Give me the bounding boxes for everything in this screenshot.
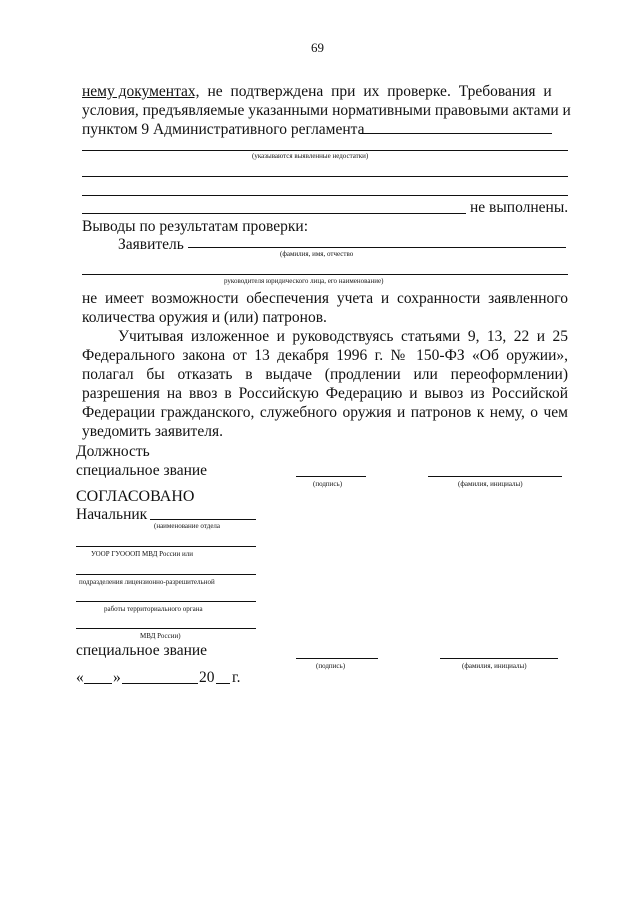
applicant-fill-line [188, 247, 566, 248]
shortcomings-line-1 [82, 150, 568, 151]
para-b-line-1: Учитывая изложенное и руководствуясь статьями 9, 13, 22 и 25 [118, 328, 568, 345]
unit-line-1 [76, 546, 256, 547]
signature-caption-2: (подпись) [316, 662, 346, 670]
body-line-1 [82, 82, 568, 101]
body-line-3: пунктом 9 Административного регламента [82, 121, 365, 138]
unit-line-4 [76, 628, 256, 629]
chief-label: Начальник [76, 506, 148, 523]
approval-title: СОГЛАСОВАНО [76, 488, 195, 505]
signature-line-2 [296, 658, 378, 659]
name-caption-1: (фамилия, инициалы) [458, 480, 523, 488]
date-month-line [122, 683, 198, 684]
body-line-1-underlined: нему документах, [82, 83, 200, 100]
unit-caption-3: работы территориального органа [104, 605, 203, 613]
not-fulfilled-text: не выполнены. [470, 199, 569, 216]
unit-line-3 [76, 601, 256, 602]
chief-fill-line [150, 519, 256, 520]
unit-caption-4: МВД России) [140, 632, 181, 640]
head-caption: руководителя юридического лица, его наименование) [224, 277, 384, 285]
unit-caption-1: УООР ГУОООП МВД России или [91, 550, 193, 558]
para-b-line-4: разрешения на ввоз в Российскую Федерацию и вывоз из Российской [82, 385, 568, 402]
body-line-2: условия, предъявляемые указанными нормативными правовыми актами и [82, 102, 571, 119]
applicant-label: Заявитель [118, 236, 184, 253]
shortcomings-line-3 [82, 195, 568, 196]
regulation-fill-line [360, 133, 552, 134]
conclusions-title: Выводы по результатам проверки: [82, 218, 309, 235]
shortcomings-line-2 [82, 176, 568, 177]
dept-caption: (наименование отдела [154, 522, 221, 530]
date-year-line [216, 683, 230, 684]
date-year-suffix: г. [232, 669, 241, 686]
name-caption-2: (фамилия, инициалы) [462, 662, 527, 670]
signature-line-1 [296, 476, 366, 477]
page-number: 69 [311, 40, 324, 55]
para-a-line-2: количества оружия и (или) патронов. [82, 309, 327, 326]
shortcomings-caption: (указываются выявленные недостатки) [252, 152, 369, 160]
position-label: Должность [76, 443, 150, 460]
unit-caption-2: подразделения лицензионно-разрешительной [79, 578, 215, 586]
para-b-line-5: Федерации гражданского, служебного оружия и патронов к нему, о чем [82, 404, 568, 421]
date-year-prefix: 20 [199, 669, 215, 686]
shortcomings-line-4 [82, 213, 466, 214]
para-a-line-1: не имеет возможности обеспечения учета и сохранности заявленного [82, 290, 568, 307]
signature-caption-1: (подпись) [313, 480, 343, 488]
fio-caption: (фамилия, имя, отчество [280, 250, 354, 258]
para-b-line-2: Федерального закона от 13 декабря 1996 г. № 150-ФЗ «Об оружии», [82, 347, 568, 364]
name-line-1 [428, 476, 562, 477]
date-open-quote: « [76, 669, 84, 686]
name-line-2 [440, 658, 558, 659]
body-line-1-rest: не подтверждена при их проверке. Требования и [199, 83, 552, 100]
applicant-fill-line-2 [82, 274, 568, 275]
para-b-line-3: полагал бы отказать в выдаче (продлении или переоформлении) [82, 366, 568, 383]
date-close-quote: » [113, 669, 121, 686]
approval-rank-label: специальное звание [76, 642, 208, 659]
rank-label: специальное звание [76, 462, 208, 479]
date-day-line [84, 683, 112, 684]
para-b-line-6: уведомить заявителя. [82, 423, 223, 440]
unit-line-2 [76, 574, 256, 575]
